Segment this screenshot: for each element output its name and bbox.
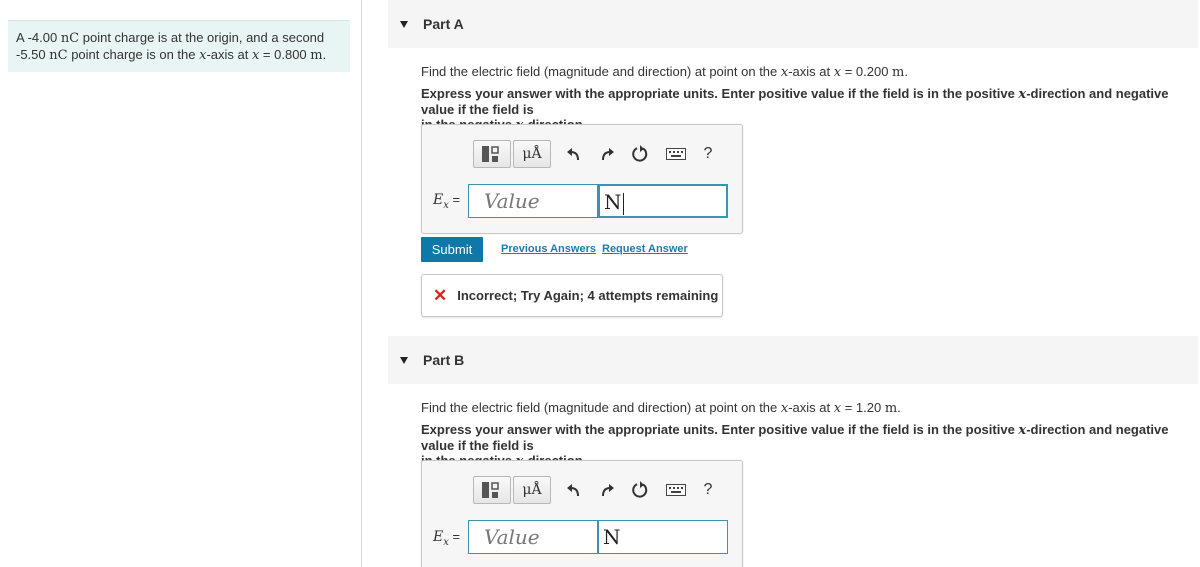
undo-button[interactable]: [562, 139, 586, 169]
part-a-header[interactable]: [388, 0, 1198, 48]
templates-icon: [481, 145, 503, 163]
problem-line-1: A -4.00 nC point charge is at the origin, and a second: [16, 30, 325, 46]
help-icon: ?: [703, 145, 713, 162]
units-icon: μÅ: [522, 146, 542, 162]
undo-icon: [566, 482, 582, 498]
previous-answers-link[interactable]: Previous Answers: [501, 243, 596, 255]
part-a-question: Find the electric field (magnitude and direction) at point on the x-axis at x = 0.200 m.: [421, 64, 908, 80]
help-icon: ?: [703, 481, 713, 498]
templates-button[interactable]: [473, 476, 511, 504]
undo-icon: [566, 146, 582, 162]
text-caret: [623, 193, 624, 215]
templates-button[interactable]: [473, 140, 511, 168]
part-b-instructions: Express your answer with the appropriate units. Enter positive value if the field is in the positive x-direction and negative value if the field is: [421, 422, 1169, 453]
templates-icon: [481, 481, 503, 499]
units-icon: μÅ: [522, 482, 542, 498]
part-a-title: Part A: [423, 16, 464, 32]
column-divider: [361, 0, 362, 567]
part-b-variable-label: $E_x$ =: [433, 529, 461, 548]
units-button[interactable]: [513, 476, 551, 504]
incorrect-x-icon: ✕: [433, 286, 448, 305]
part-b-header[interactable]: [388, 336, 1198, 384]
redo-icon: [599, 482, 615, 498]
keyboard-icon: [666, 148, 686, 160]
math-toolbar: [473, 139, 551, 169]
submit-button[interactable]: Submit: [421, 237, 483, 262]
problem-statement: [8, 20, 350, 72]
units-button[interactable]: [513, 140, 551, 168]
part-b-question: Find the electric field (magnitude and direction) at point on the x-axis at x = 1.20 m.: [421, 400, 901, 416]
feedback-text: Incorrect; Try Again; 4 attempts remaining: [457, 288, 719, 303]
collapse-triangle-icon[interactable]: [400, 21, 408, 28]
part-a-instructions: Express your answer with the appropriate units. Enter positive value if the field is in the positive x-direction and negative value if the field is: [421, 86, 1169, 117]
problem-line-2: -5.50 nC point charge is on the x-axis at x = 0.800 m.: [16, 47, 327, 63]
keyboard-button[interactable]: [664, 139, 688, 169]
part-b-unit-input[interactable]: N: [598, 520, 728, 554]
help-button[interactable]: [696, 475, 720, 505]
feedback-message: [421, 274, 723, 317]
redo-button[interactable]: [595, 475, 619, 505]
part-a-value-input[interactable]: Value: [468, 184, 598, 218]
redo-button[interactable]: [595, 139, 619, 169]
undo-button[interactable]: [562, 475, 586, 505]
part-a-answer-box: [421, 124, 743, 234]
part-b-answer-box: [421, 460, 743, 567]
reset-button[interactable]: [628, 475, 652, 505]
part-b-value-input[interactable]: Value: [468, 520, 598, 554]
reset-icon: [631, 145, 649, 163]
reset-button[interactable]: [628, 139, 652, 169]
keyboard-button[interactable]: [664, 475, 688, 505]
part-b-title: Part B: [423, 352, 465, 368]
request-answer-link[interactable]: Request Answer: [602, 243, 688, 255]
collapse-triangle-icon[interactable]: [400, 357, 408, 364]
part-a-variable-label: $E_x$ =: [433, 192, 461, 211]
math-toolbar: [473, 475, 551, 505]
part-a-unit-input[interactable]: N: [598, 184, 728, 218]
redo-icon: [599, 146, 615, 162]
keyboard-icon: [666, 484, 686, 496]
reset-icon: [631, 481, 649, 499]
help-button[interactable]: [696, 139, 720, 169]
